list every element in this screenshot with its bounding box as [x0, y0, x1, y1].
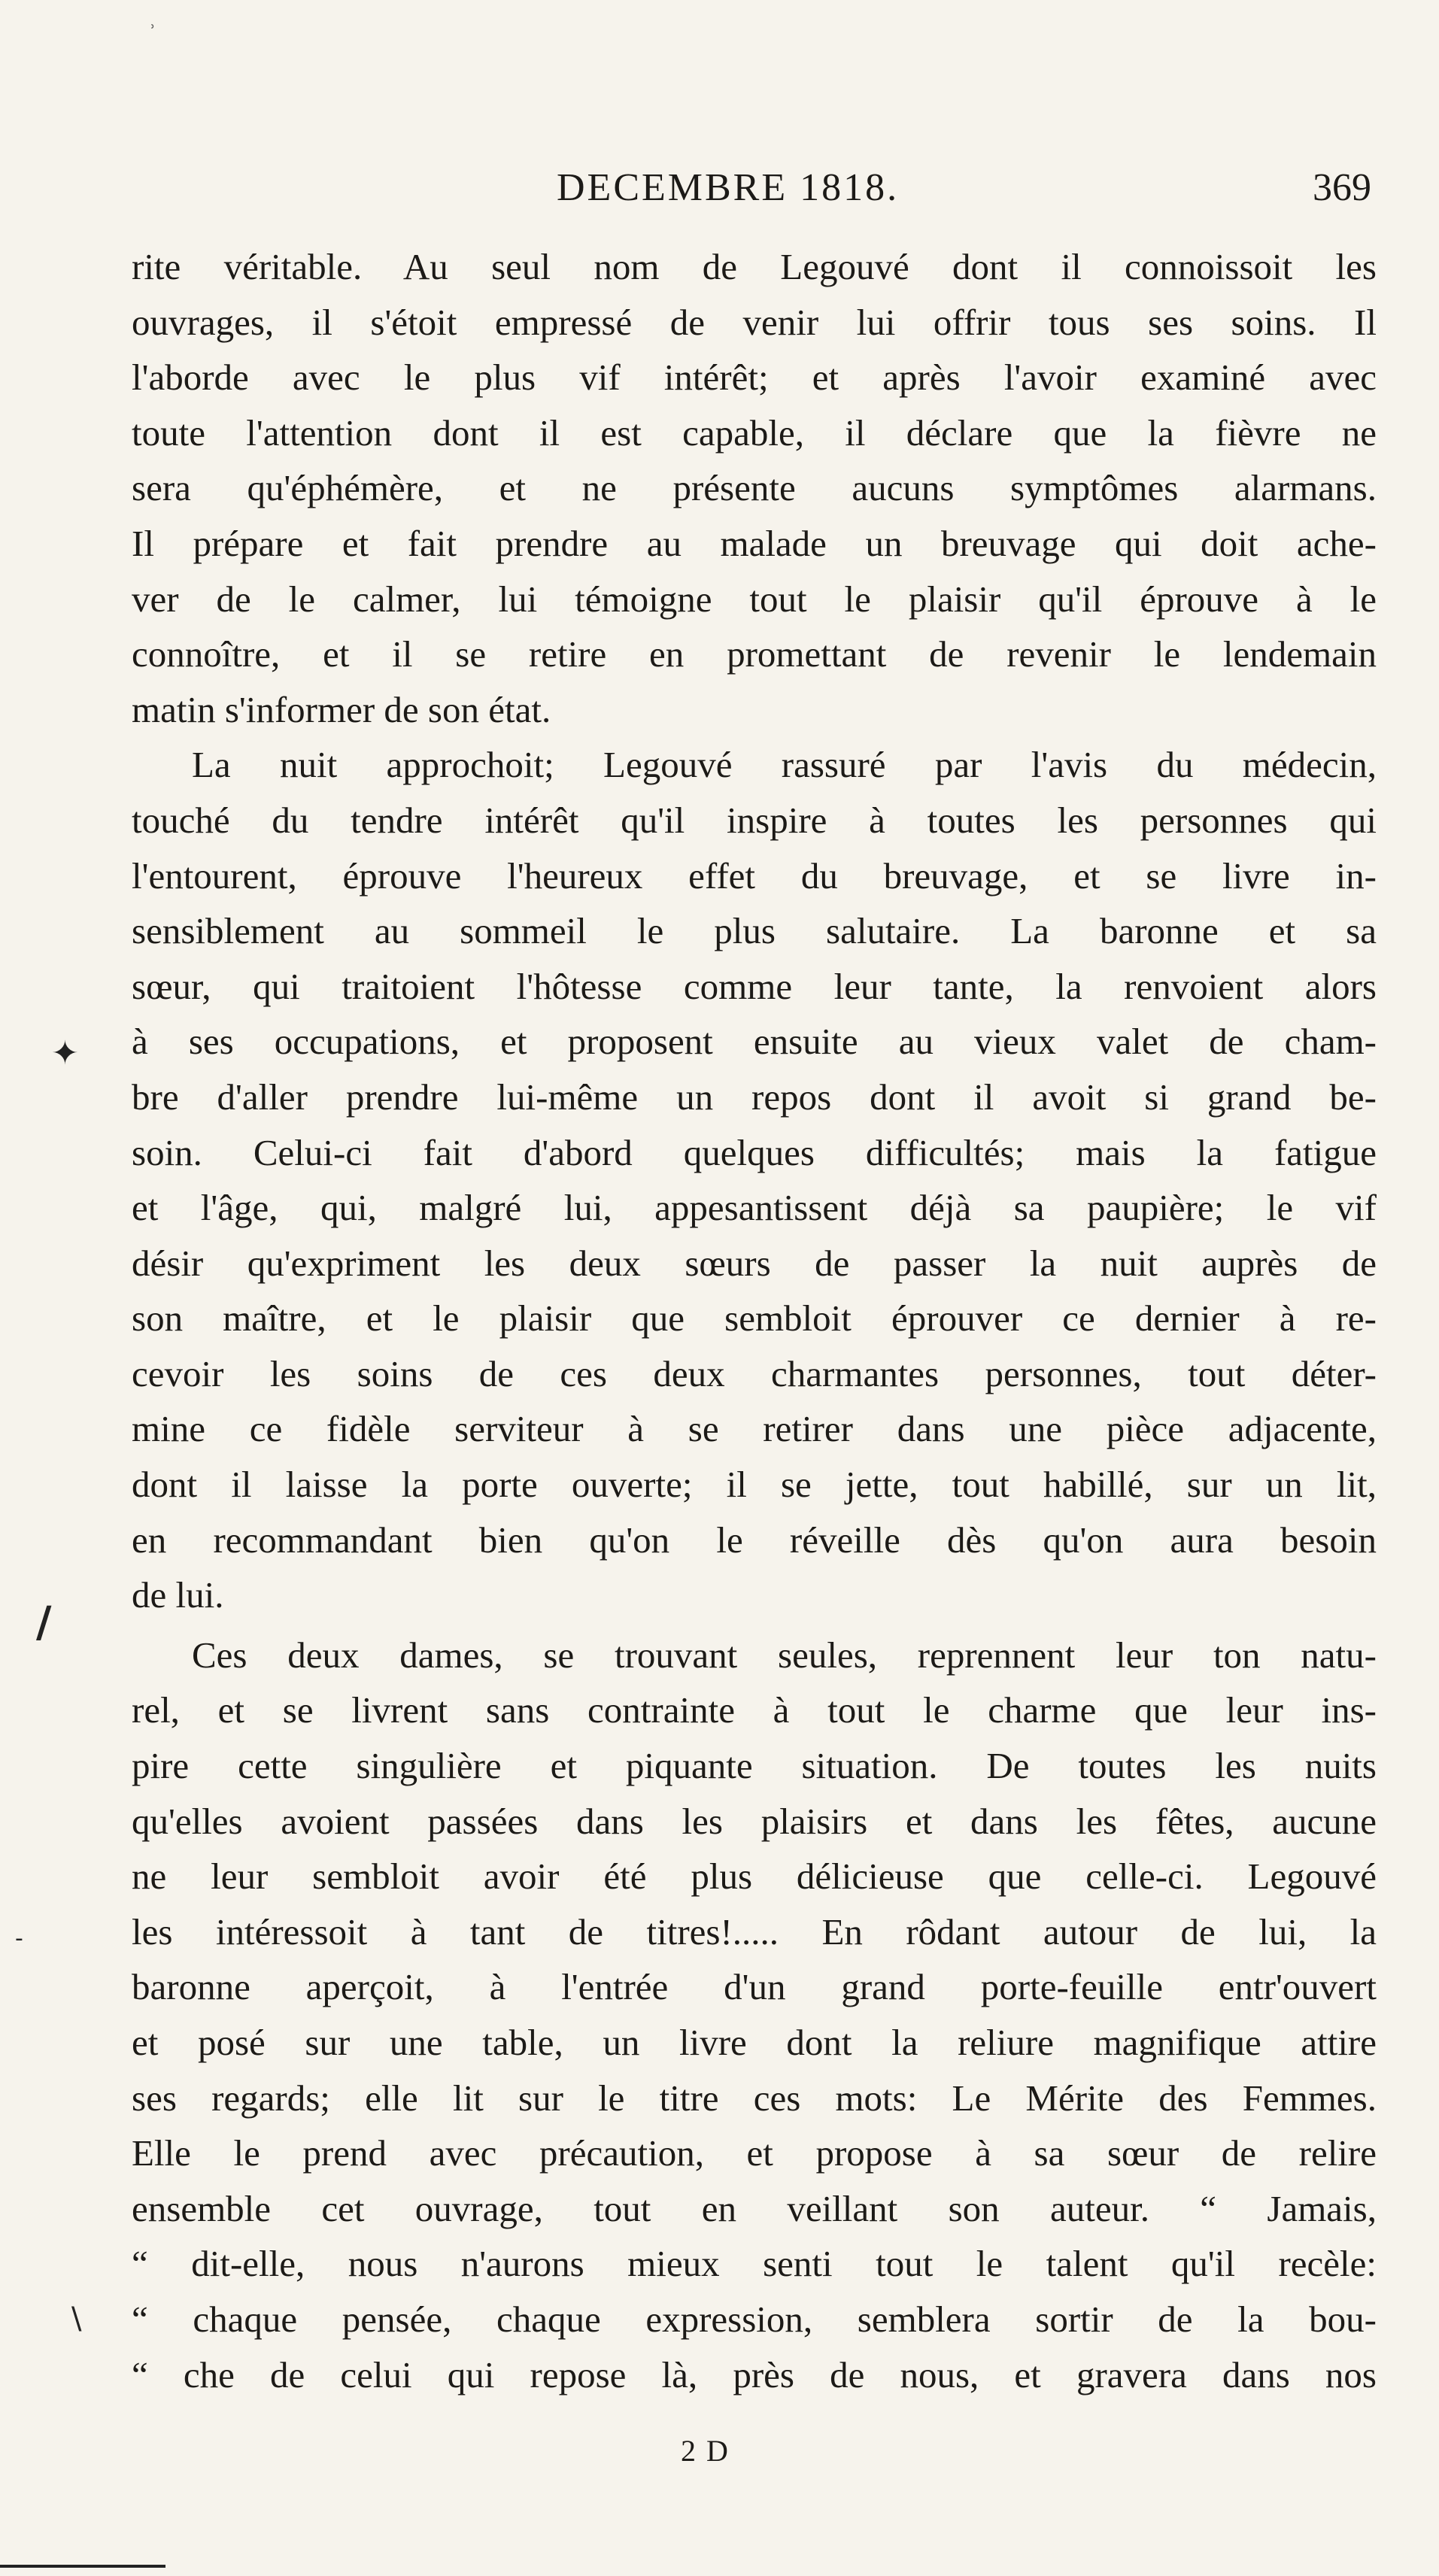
text-line: à ses occupations, et proposent ensuite au vieux valet de cham-: [132, 1021, 1377, 1063]
text-line: son maître, et le plaisir que sembloit éprouver ce dernier à re-: [132, 1297, 1377, 1340]
text-line: La nuit approchoit; Legouvé rassuré par l'avis du médecin,: [192, 744, 1377, 786]
text-line: Ces deux dames, se trouvant seules, reprennent leur ton natu-: [192, 1634, 1377, 1676]
margin-dash-icon: ‐: [15, 1925, 23, 1952]
text-line: cevoir les soins de ces deux charmantes personnes, tout déter-: [132, 1352, 1377, 1394]
bottom-rule: [0, 2565, 165, 2568]
text-line: qu'elles avoient passées dans les plaisirs et dans les fêtes, aucune: [132, 1800, 1377, 1842]
running-title: DECEMBRE 1818.: [557, 166, 900, 209]
text-line: ensemble cet ouvrage, tout en veillant son auteur. “ Jamais,: [132, 2187, 1377, 2229]
text-line: mine ce fidèle serviteur à se retirer dans une pièce adjacente,: [132, 1408, 1377, 1450]
text-line: sœur, qui traitoient l'hôtesse comme leur tante, la renvoient alors: [132, 965, 1377, 1007]
text-line: ne leur sembloit avoir été plus délicieuse que celle-ci. Legouvé: [132, 1855, 1377, 1898]
text-line: et l'âge, qui, malgré lui, appesantissent déjà sa paupière; le vif: [132, 1187, 1377, 1229]
text-line: de lui.: [132, 1574, 224, 1616]
text-line: baronne aperçoit, à l'entrée d'un grand porte-feuille entr'ouvert: [132, 1966, 1377, 2008]
text-line: les intéressoit à tant de titres!..... En rôdant autour de lui, la: [132, 1910, 1377, 1952]
text-line: rel, et se livrent sans contrainte à tout le charme que leur ins-: [132, 1689, 1377, 1731]
text-line: matin s'informer de son état.: [132, 688, 551, 730]
text-line: connoître, et il se retire en promettant de revenir le lendemain: [132, 633, 1377, 675]
text-line: sensiblement au sommeil le plus salutaire. La baronne et sa: [132, 910, 1377, 952]
text-line: dont il laisse la porte ouverte; il se jette, tout habillé, sur un lit,: [132, 1464, 1377, 1506]
text-line: et posé sur une table, un livre dont la reliure magnifique attire: [132, 2022, 1377, 2063]
text-line: désir qu'expriment les deux sœurs de passer la nuit auprès de: [132, 1242, 1377, 1284]
text-line: bre d'aller prendre lui-même un repos dont il avoit si grand be-: [132, 1076, 1377, 1118]
text-line: “ dit-elle, nous n'aurons mieux senti tout le talent qu'il recèle:: [132, 2243, 1377, 2285]
margin-dash-icon: \: [71, 2301, 82, 2336]
text-line: l'aborde avec le plus vif intérêt; et après l'avoir examiné avec: [132, 357, 1377, 399]
margin-arrow-icon: ✦: [51, 1034, 79, 1073]
margin-slash-icon: /: [36, 1598, 52, 1647]
text-line: “ chaque pensée, chaque expression, semblera sortir de la bou-: [132, 2298, 1377, 2340]
page-number: 369: [1313, 166, 1371, 209]
text-line: toute l'attention dont il est capable, il déclare que la fièvre ne: [132, 411, 1377, 454]
text-line: ouvrages, il s'étoit empressé de venir lui offrir tous ses soins. Il: [132, 301, 1377, 343]
text-line: ses regards; elle lit sur le titre ces mots: Le Mérite des Femmes.: [132, 2077, 1377, 2119]
text-line: “ che de celui qui repose là, près de nous, et gravera dans nos: [132, 2353, 1377, 2395]
text-line: Il prépare et fait prendre au malade un breuvage qui doit ache-: [132, 522, 1377, 564]
signature-mark: 2 D: [681, 2434, 730, 2468]
scan-speck: ʾ: [150, 23, 156, 41]
text-line: Elle le prend avec précaution, et propose à sa sœur de relire: [132, 2132, 1377, 2174]
text-line: soin. Celui-ci fait d'abord quelques difficultés; mais la fatigue: [132, 1131, 1377, 1173]
text-line: rite véritable. Au seul nom de Legouvé dont il connoissoit les: [132, 246, 1377, 287]
body-text: [132, 239, 1377, 2402]
text-line: touché du tendre intérêt qu'il inspire à toutes les personnes qui: [132, 799, 1377, 841]
text-line: sera qu'éphémère, et ne présente aucuns symptômes alarmans.: [132, 467, 1377, 509]
text-line: en recommandant bien qu'on le réveille dès qu'on aura besoin: [132, 1519, 1377, 1561]
text-line: pire cette singulière et piquante situation. De toutes les nuits: [132, 1745, 1377, 1787]
page-header: [128, 165, 1371, 218]
text-line: l'entourent, éprouve l'heureux effet du breuvage, et se livre in-: [132, 854, 1377, 897]
text-line: ver de le calmer, lui témoigne tout le plaisir qu'il éprouve à le: [132, 578, 1377, 620]
